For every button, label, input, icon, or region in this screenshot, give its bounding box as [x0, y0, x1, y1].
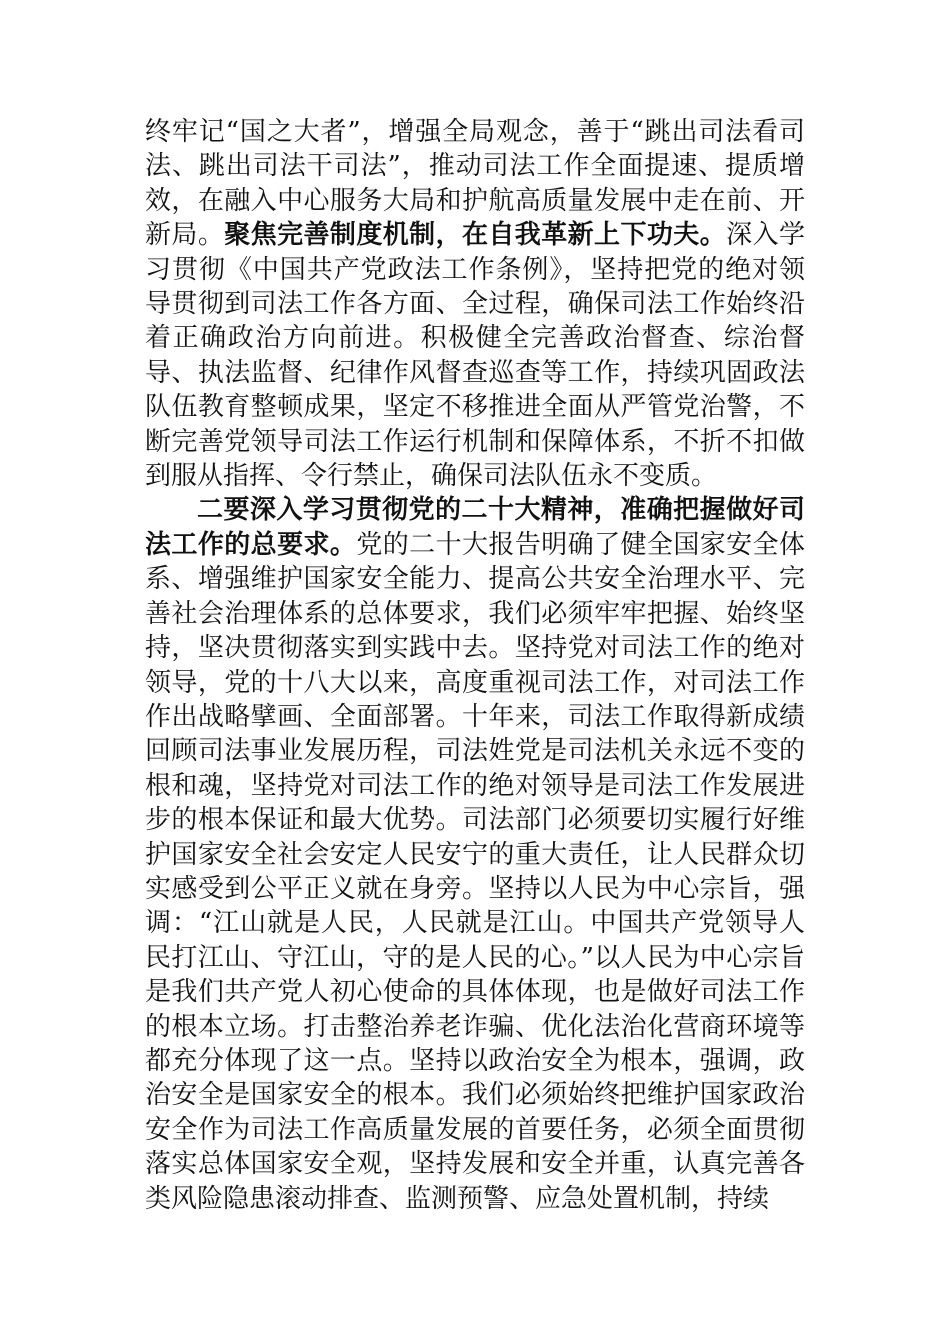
paragraph-1-text: 终牢记“国之大者”，增强全局观念，善于“跳出司法看司法、跳出司法干司法”，推动司法工作全面提速、提质增效，在融入中心服务大局和护航高质量发展中走在前、开新局。: [145, 117, 805, 251]
paragraph-2-text: 党的二十大报告明确了健全国家安全体系、增强维护国家安全能力、提高公共安全治理水平、完善社会治理体系的总体要求，我们必须牢牢把握、始终坚持，坚决贯彻落实到实践中去。坚持党对司法工作的绝对领导，党的十八大以来，高度重视司法工作，对司法工作作出战略擘画、全面部署。十年来，司法工作取得新成绩回顾司法事业发展历程，司法姓党是司法机关永远不变的根和魂，坚持党对司法工作的绝对领导是司法工作发展进步的根本保证和最大优势。司法部门必须要切实履行好维护国家安全社会安定人民安宁的重大责任，让人民群众切实感受到公平正义就在身旁。坚持以人民为中心宗旨，强调：“江山就是人民，人民就是江山。中国共产党领导人民打江山、守江山，守的是人民的心。”以人民为中心宗旨是我们共产党人初心使命的具体体现，也是做好司法工作的根本立场。打击整治养老诈骗、优化法治化营商环境等都充分体现了这一点。坚持以政治安全为根本，强调，政治安全是国家安全的根本。我们必须始终把维护国家政治安全作为司法工作高质量发展的首要任务，必须全面贯彻落实总体国家安全观，坚持发展和安全并重，认真完善各类风险隐患滚动排查、监测预警、应急处置机制，持续: [145, 529, 805, 1214]
document-body: [145, 115, 805, 1216]
paragraph-1-continuation: 深入学习贯彻《中国共产党政法工作条例》，坚持把党的绝对领导贯彻到司法工作各方面、全过程，确保司法工作始终沿着正确政治方向前进。积极健全完善政治督查、综治督导、执法监督、纪律作风督查巡查等工作，持续巩固政法队伍教育整顿成果，坚定不移推进全面从严管党治警，不断完善党领导司法工作运行机制和保障体系，不折不扣做到服从指挥、令行禁止，确保司法队伍永不变质。: [145, 220, 805, 492]
paragraph-2: [145, 493, 805, 1216]
paragraph-1: [145, 115, 805, 493]
paragraph-2-bold-heading: 二要深入学习贯彻党的二十大精神，准确把握做好司法工作的总要求。: [145, 495, 805, 560]
paragraph-1-bold-heading: 聚焦完善制度机制，在自我革新上下功夫。: [224, 220, 727, 251]
